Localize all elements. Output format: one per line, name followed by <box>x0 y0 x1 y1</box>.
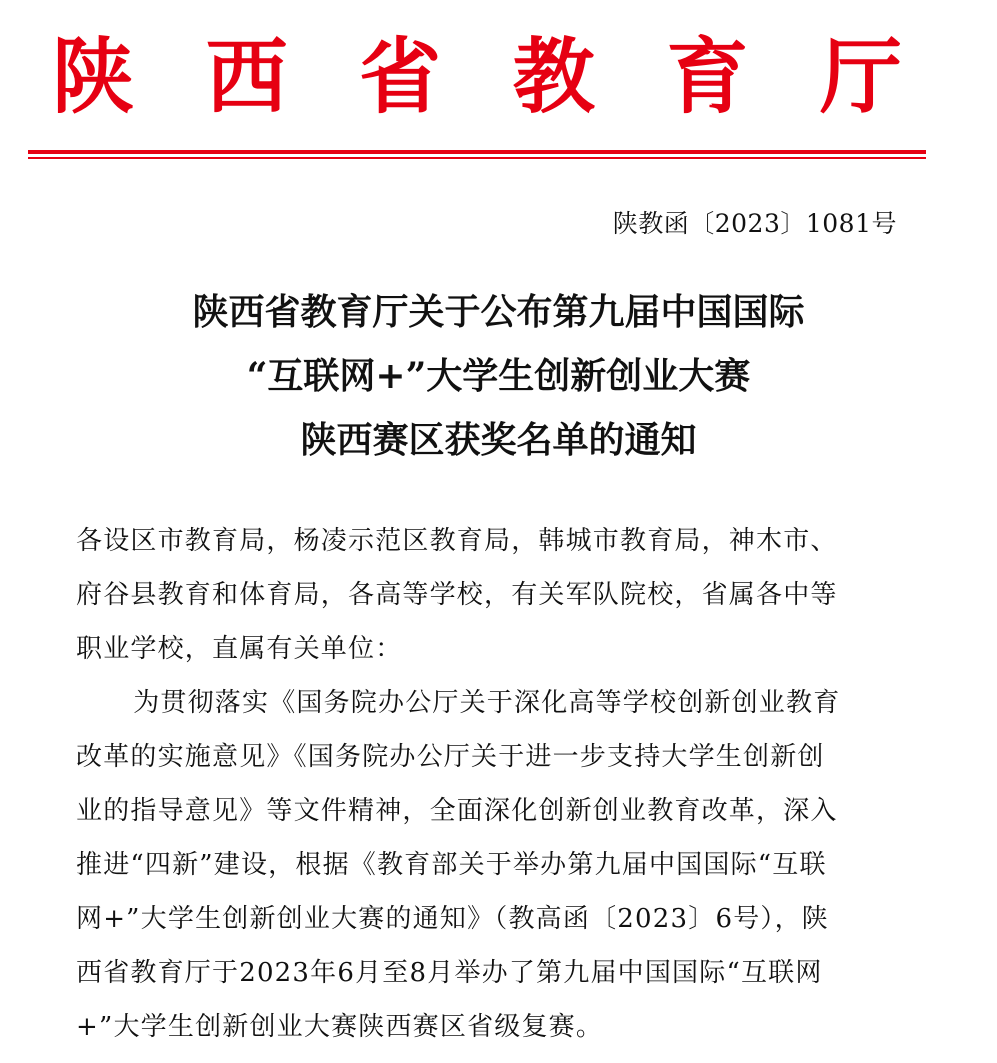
paragraph-1-line-2: 改革的实施意见》《国务院办公厅关于进一步支持大学生创新创 <box>76 742 825 772</box>
salutation-line-1: 各设区市教育局，杨凌示范区教育局，韩城市教育局，神木市、 <box>76 526 838 556</box>
paragraph-1-line-7: +”大学生创新创业大赛陕西赛区省级复赛。 <box>76 1012 604 1042</box>
salutation-line-2: 府谷县教育和体育局，各高等学校，有关军队院校，省属各中等 <box>76 580 838 610</box>
paragraph-1-line-3: 业的指导意见》等文件精神，全面深化创新创业教育改革，深入 <box>76 796 838 826</box>
salutation-line-3: 职业学校，直属有关单位： <box>76 634 403 664</box>
paragraph-1-line-4: 推进“四新”建设，根据《教育部关于举办第九届中国国际“互联 <box>76 850 827 880</box>
masthead-char-2: 西 <box>205 29 288 125</box>
masthead-red-rule-thin <box>28 157 926 159</box>
masthead-char-3: 省 <box>359 29 442 125</box>
title-line-1: 陕西省教育厅关于公布第九届中国国际 <box>192 291 805 333</box>
document-body <box>76 514 900 1054</box>
masthead-char-6: 厅 <box>819 29 902 125</box>
paragraph-1-line-1: 为贯彻落实《国务院办公厅关于深化高等学校创新创业教育 <box>133 688 841 718</box>
masthead-char-1: 陕 <box>51 29 134 125</box>
masthead-red-rule <box>28 150 926 154</box>
paragraph-1-line-5: 网+”大学生创新创业大赛的通知》（教高函〔2023〕6号），陕 <box>76 904 829 934</box>
title-line-2: “互联网+”大学生创新创业大赛 <box>246 355 751 397</box>
title-line-3: 陕西赛区获奖名单的通知 <box>300 419 697 461</box>
document-number: 陕教函〔2023〕1081号 <box>612 209 897 238</box>
masthead <box>28 22 926 132</box>
masthead-char-4: 教 <box>512 29 595 125</box>
masthead-char-5: 育 <box>666 29 749 125</box>
paragraph-1 <box>76 676 900 1054</box>
salutation <box>76 514 900 676</box>
paragraph-1-line-6: 西省教育厅于2023年6月至8月举办了第九届中国国际“互联网 <box>76 958 823 988</box>
document-title <box>0 280 997 472</box>
